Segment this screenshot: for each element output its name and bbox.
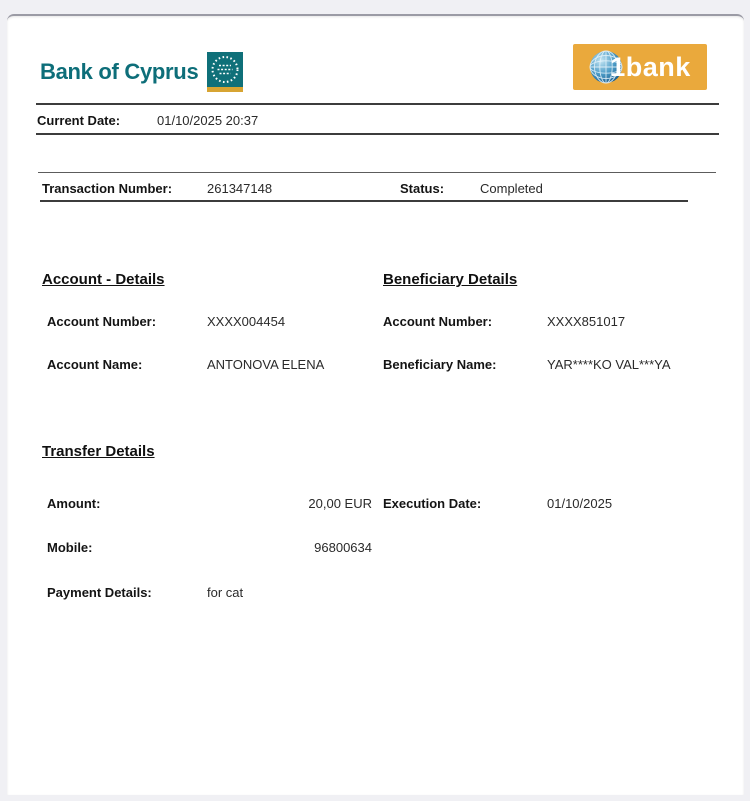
transfer-details-heading: Transfer Details: [42, 443, 155, 460]
beneficiary-name-label: Beneficiary Name:: [383, 357, 497, 372]
beneficiary-name-value: YAR****KO VAL***YA: [547, 357, 671, 372]
receipt-page: [7, 14, 744, 795]
account-name-value: ANTONOVA ELENA: [207, 357, 325, 372]
beneficiary-details-heading: Beneficiary Details: [383, 271, 518, 288]
execution-date-value: 01/10/2025: [547, 496, 613, 511]
bank-of-cyprus-logo: [40, 52, 243, 92]
onebank-logo: [573, 44, 707, 90]
divider: [40, 200, 688, 202]
current-date-value: 01/10/2025 20:37: [157, 113, 259, 128]
amount-label: Amount:: [47, 496, 101, 511]
account-number-label: Account Number:: [47, 314, 157, 329]
execution-date-label: Execution Date:: [383, 496, 482, 511]
bank-of-cyprus-emblem-icon: [207, 52, 243, 92]
bank-of-cyprus-wordmark: Bank of Cyprus: [40, 59, 199, 84]
beneficiary-account-number-label: Account Number:: [383, 314, 493, 329]
account-number-value: XXXX004454: [207, 314, 286, 329]
mobile-label: Mobile:: [47, 540, 93, 555]
current-date-label: Current Date:: [37, 113, 121, 128]
amount-value: 20,00 EUR: [308, 496, 372, 511]
payment-details-value: for cat: [207, 585, 244, 600]
mobile-value: 96800634: [314, 540, 372, 555]
status-value: Completed: [480, 181, 543, 196]
transaction-number-value: 261347148: [207, 181, 273, 196]
divider: [36, 133, 719, 135]
transaction-number-label: Transaction Number:: [42, 181, 173, 196]
beneficiary-account-number-value: XXXX851017: [547, 314, 626, 329]
divider: [36, 103, 719, 105]
status-label: Status:: [400, 181, 445, 196]
payment-details-label: Payment Details:: [47, 585, 152, 600]
account-name-label: Account Name:: [47, 357, 143, 372]
onebank-wordmark: 1bank: [610, 51, 691, 82]
divider: [38, 172, 716, 173]
account-details-heading: Account - Details: [42, 271, 165, 288]
